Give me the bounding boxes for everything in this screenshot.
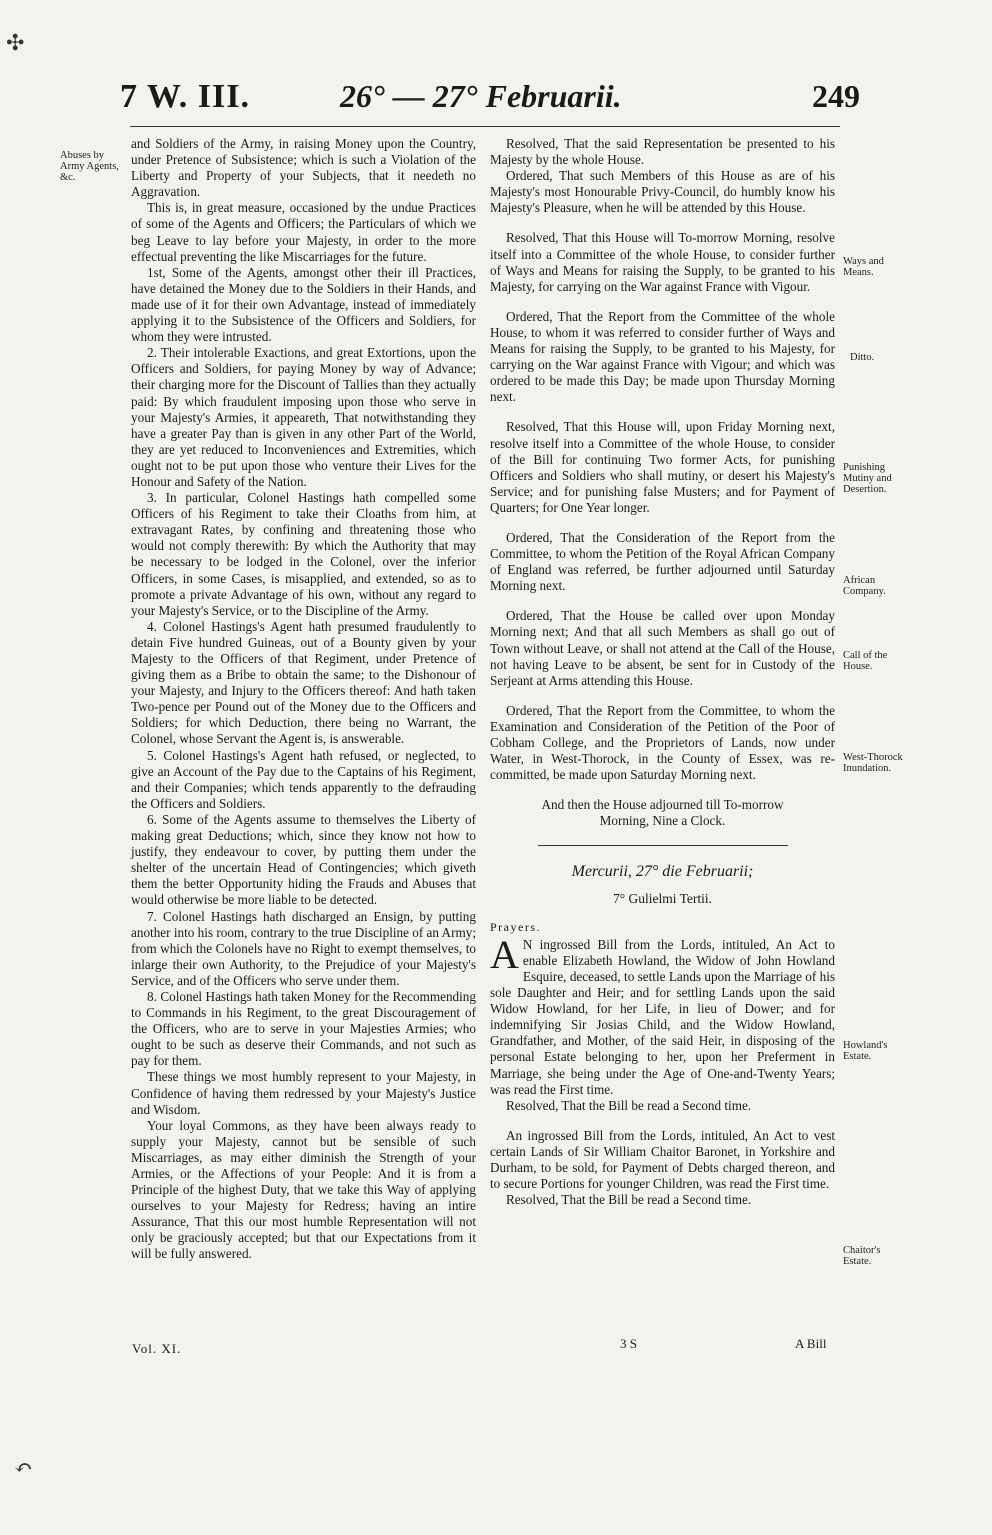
ways-and-means-resolution: Resolved, That this House will To-morrow Morning, resolve itself into a Committee of the whole House, to consider further of Ways and Means for raising the Supply, to be granted to his Majesty, for carrying on the War against France with Vigour.: [490, 230, 835, 294]
paragraph: 2. Their intolerable Exactions, and great Extortions, upon the Officers and Soldiers, for paying Money by way of Advance; their charging more for the Discount of Tallies than they actually paid: By which fraudulent imposing upon those who serve in your Majesty's Armies, it appeareth, That notwithstanding they have a greater Pay than is given in any other Part of the World, they are yet reduced to Inconveniences and Extremities, which ought not to be put upon those who venture their Lives for the Honour and Safety of the Nation.: [131, 345, 476, 489]
margin-note-ways: Ways and Means.: [843, 256, 884, 278]
howland-resolved: Resolved, That the Bill be read a Second time.: [506, 1097, 752, 1113]
margin-note-abuses: Abuses by Army Agents, &c.: [60, 150, 119, 183]
margin-note-chaitor: Chaitor's Estate.: [843, 1245, 881, 1267]
drop-cap: A: [490, 931, 519, 977]
margin-note-mutiny: Punishing Mutiny and Desertion.: [843, 462, 892, 495]
ways-and-means-report-order: Ordered, That the Report from the Committee of the whole House, to whom it was referred to consider further of Ways and Means for raising the Supply, to be granted to his Majesty, for carrying on the War against France with Vigour; and which was ordered to be made this Day; be made upon Thursday Morning next.: [490, 308, 835, 405]
right-column: [490, 136, 835, 1208]
paragraph: 4. Colonel Hastings's Agent hath presumed fraudulently to detain Five hundred Guineas, out of a Bounty given by your Majesty to the Officers of that Regiment, under Pretence of giving them as a Bribe to obtain the same; to the Dishonour of your Majesty, and Injury to the Officers thereof: And hath taken Two-pence per Pound out of the Money due to the Officers and Soldiers; for which Deduction, there being no Warrant, the Colonel, whose Servant the Agent is, is answerable.: [131, 618, 476, 747]
howland-bill-text: N ingrossed Bill from the Lords, intituled, An Act to enable Elizabeth Howland, the Widow of John Howland Esquire, deceased, to settle Lands upon the Marriage of his sole Daughter and Heir; and for settling Lands upon the said Widow Howland, for her Life, in lieu of Dower; and for indemnifying Sir Josias Child, and the Widow Howland, Grandfather, and Mother, of the said Heir, in disposing of the personal Estate belonging to her, upon her Preferment in Marriage, she being under the Age of One-and-Twenty Years; was read the First time.: [490, 936, 835, 1097]
west-thorock-order: Ordered, That the Report from the Committee, to whom the Examination and Consideration of the Petition of the Poor of Cobham College, and the Proprietors of Lands, now under Water, in West-Thorock, in the County of Essex, was re-committed, be made upon Saturday Morning next.: [490, 702, 835, 783]
ordered-privy-council: Ordered, That such Members of this House as are of his Majesty's most Honourable Privy-Council, do humbly know his Majesty's Pleasure, when he will be attended by this House.: [490, 168, 835, 216]
african-company-order: Ordered, That the Consideration of the Report from the Committee, to whom the Petition of the Royal African Company of England was referred, be further adjourned until Saturday Morning next.: [490, 529, 835, 594]
margin-note-howland: Howland's Estate.: [843, 1040, 888, 1062]
chaitor-bill: An ingrossed Bill from the Lords, intituled, An Act to vest certain Lands of Sir William Chaitor Baronet, in Yorkshire and Durham, to be sold, for Payment of Debts charged thereon, and to secure Portions for younger Children, was read the First time.: [490, 1127, 835, 1192]
paragraph: These things we most humbly represent to your Majesty, in Confidence of having them redressed by your Majesty's Justice and Wisdom.: [131, 1069, 476, 1117]
call-of-house-order: Ordered, That the House be called over upon Monday Morning next; And that all such Members as shall go out of Town without Leave, or shall not attend at the Call of the House, not having Leave to be absent, be sent for in Custody of the Serjeant at Arms attending this House.: [490, 608, 835, 688]
paragraph: 3. In particular, Colonel Hastings hath compelled some Officers of his Regiment to take their Cloaths from him, at extravagant Rates, by confining and threatening those who would not comply therewith: By which the Authority that may be necessary to be lodged in the Colonel, over the inferior Officers, in some Cases, is misapplied, and extended, so as to promote a private Advantage of his own, without any regard to your Majesty's Service, or to the Discipline of the Army.: [131, 490, 476, 618]
page-number: 249: [812, 78, 860, 114]
resolved-representation: Resolved, That the said Representation be presented to his Majesty by the whole House.: [490, 136, 835, 168]
margin-note-west-thorock: West-Thorock Inundation.: [843, 752, 903, 774]
paragraph: This is, in great measure, occasioned by the undue Practices of some of the Agents and Officers; the Particulars of which we beg Leave to lay before your Majesty, in order to the more effectual preventing the like Miscarriages for the future.: [131, 200, 476, 264]
header-dates: 26° — 27° Februarii.: [340, 78, 622, 114]
mutiny-resolution: Resolved, That this House will, upon Friday Morning next, resolve itself into a Committee of the whole House, to consider of the Bill for continuing Two former Acts, for punishing Officers and Soldiers who shall mutiny, or desert his Majesty's Service; and for punishing false Musters; and for Payment of Quarters; for One Year longer.: [490, 419, 835, 515]
margin-note-african: African Company.: [843, 575, 886, 597]
page-header: [120, 78, 860, 128]
paragraph: 1st, Some of the Agents, amongst other their ill Practices, have detained the Money due to the Soldiers in their Hands, and made use of it for their own Advantage, instead of immediately applying it to the Subsistence of the Officers and Soldiers, for whom they were intrusted.: [131, 264, 476, 345]
prayers-heading: Prayers.: [490, 919, 541, 934]
volume-label: Vol. XI.: [132, 1341, 182, 1356]
chaitor-resolved: Resolved, That the Bill be read a Second time.: [506, 1192, 752, 1208]
howland-bill: [490, 931, 835, 1098]
catchword: A Bill: [795, 1336, 827, 1351]
paragraph: and Soldiers of the Army, in raising Money upon the Country, under Pretence of Subsistence; which is such a Violation of the Liberty and Property of your Subjects, that it needeth no Aggravation.: [131, 136, 476, 200]
left-column: [131, 136, 476, 1263]
section-rule: [538, 845, 788, 846]
header-rule: [130, 126, 840, 127]
margin-note-ditto: Ditto.: [850, 352, 875, 363]
paragraph: 7. Colonel Hastings hath discharged an Ensign, by putting another into his room, contrary to the true Discipline of an Army; from which the Colonels have no Right to exempt themselves, to inlarge their own Authority, to the Prejudice of your Majesty's Service, and of the Officers who serve under them.: [131, 908, 476, 988]
day-title: Mercurii, 27° die Februarii;: [571, 863, 754, 881]
corner-mark-bottom: ↶: [14, 1455, 33, 1480]
paragraph: Your loyal Commons, as they have been always ready to supply your Majesty, cannot but be sensible of such Miscarriages, as may either diminish the Strength of your Armies, or the Affections of your People: And it is from a Principle of the highest Duty, that we take this Way of applying ourselves to your Majesty for Redress; having an intire Assurance, That this our most humble Representation will not only be graciously accepted; but that our Expectations from it will be fully answered.: [131, 1117, 476, 1262]
corner-mark-top: ✣: [6, 30, 25, 55]
header-regnal-year: 7 W. III.: [120, 78, 250, 115]
paragraph: 5. Colonel Hastings's Agent hath refused, or neglected, to give an Account of the Pay due to the Captains of his Regiment, and their Companies; which tends apparently to the defrauding the Officers and Soldiers.: [131, 747, 476, 811]
signature-mark: 3 S: [620, 1336, 637, 1351]
paragraph: 8. Colonel Hastings hath taken Money for the Recommending to Commands in his Regiment, to the great Discouragement of the Officers, who are to serve in your Majesties Armies; who ought to be such as deserve their Commands, and not such as pay for them.: [131, 988, 476, 1069]
margin-note-call: Call of the House.: [843, 650, 888, 672]
adjournment: And then the House adjourned till To-morrow Morning, Nine a Clock.: [541, 797, 784, 829]
regnal-subtitle: 7° Gulielmi Tertii.: [612, 890, 713, 906]
paragraph: 6. Some of the Agents assume to themselves the Liberty of making great Deductions; which, since they know not how to justify, they endeavour to cover, by putting them under the shelter of the uncertain Head of Contingencies; which giveth them the better Opportunity hiding the Frauds and Abuses that would otherwise be more liable to be detected.: [131, 811, 476, 908]
